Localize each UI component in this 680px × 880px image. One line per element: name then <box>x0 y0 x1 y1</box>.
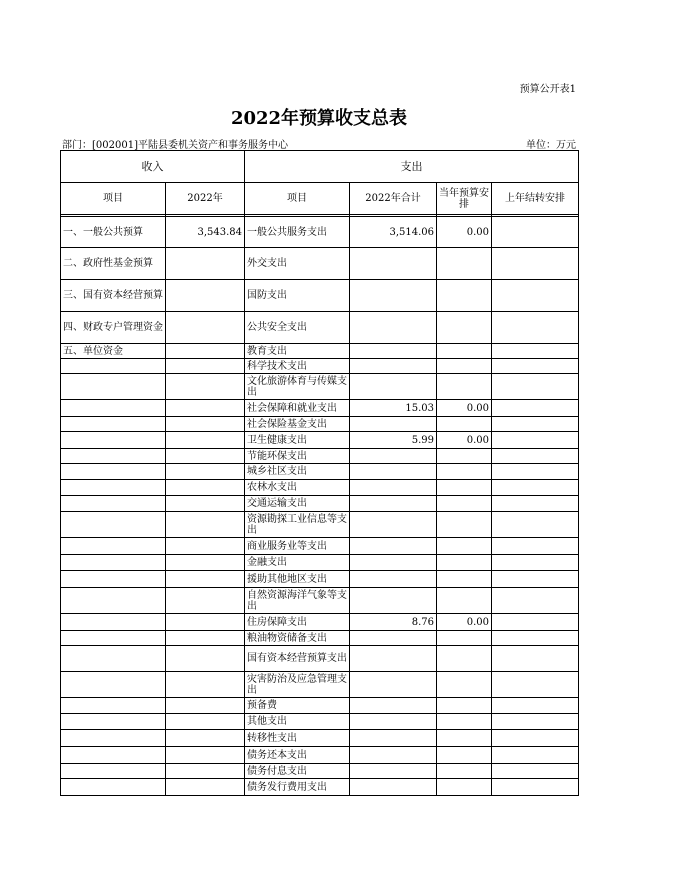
current-year-cell <box>437 449 492 464</box>
table-row <box>61 417 579 432</box>
income-amount-cell <box>166 417 245 432</box>
carryover-cell <box>492 344 579 359</box>
carryover-cell <box>492 779 579 796</box>
carryover-cell <box>492 672 579 698</box>
income-item-cell <box>61 417 166 432</box>
expense-item-cell: 资源勘探工业信息等支出 <box>245 512 350 538</box>
total-2022-cell <box>350 280 437 312</box>
income-item-cell: 二、政府性基金预算 <box>61 248 166 280</box>
table-row <box>61 588 579 614</box>
table-row <box>61 747 579 764</box>
total-2022-cell <box>350 374 437 400</box>
table-row <box>61 432 579 449</box>
carryover-cell <box>492 400 579 417</box>
income-amount-cell <box>166 614 245 631</box>
expense-item-cell: 社会保险基金支出 <box>245 417 350 432</box>
table-row <box>61 464 579 480</box>
table-row <box>61 631 579 646</box>
col-current-year: 当年预算安排 <box>437 183 492 215</box>
col-income-2022: 2022年 <box>166 183 245 215</box>
col-2022-total: 2022年合计 <box>350 183 437 215</box>
table-row <box>61 672 579 698</box>
total-2022-cell <box>350 714 437 730</box>
income-item-cell <box>61 747 166 764</box>
expense-item-cell: 其他支出 <box>245 714 350 730</box>
income-item-cell: 五、单位资金 <box>61 344 166 359</box>
carryover-cell <box>492 359 579 374</box>
income-item-cell <box>61 672 166 698</box>
expense-item-cell: 预备费 <box>245 698 350 714</box>
table-row <box>61 512 579 538</box>
income-item-cell: 四、财政专户管理资金 <box>61 312 166 344</box>
carryover-cell <box>492 248 579 280</box>
current-year-cell <box>437 512 492 538</box>
table-row <box>61 449 579 464</box>
income-header: 收入 <box>61 151 245 183</box>
income-item-cell <box>61 449 166 464</box>
unit-label: 单位：万元 <box>526 140 576 151</box>
income-amount-cell <box>166 631 245 646</box>
expense-item-cell: 自然资源海洋气象等支出 <box>245 588 350 614</box>
expense-item-cell: 科学技术支出 <box>245 359 350 374</box>
total-2022-cell <box>350 730 437 747</box>
total-2022-cell <box>350 764 437 779</box>
expense-item-cell: 教育支出 <box>245 344 350 359</box>
table-row <box>61 248 579 280</box>
table-row <box>61 571 579 588</box>
income-amount-cell <box>166 730 245 747</box>
current-year-cell: 0.00 <box>437 400 492 417</box>
current-year-cell <box>437 480 492 496</box>
income-item-cell <box>61 730 166 747</box>
current-year-cell <box>437 646 492 672</box>
expense-item-cell: 公共安全支出 <box>245 312 350 344</box>
income-amount-cell <box>166 747 245 764</box>
col-expense-item: 项目 <box>245 183 350 215</box>
income-item-cell: 三、国有资本经营预算 <box>61 280 166 312</box>
form-number: 预算公开表1 <box>519 84 576 95</box>
income-amount-cell <box>166 779 245 796</box>
income-amount-cell <box>166 464 245 480</box>
table-row <box>61 280 579 312</box>
total-2022-cell: 5.99 <box>350 432 437 449</box>
income-amount-cell <box>166 512 245 538</box>
expense-item-cell: 灾害防治及应急管理支出 <box>245 672 350 698</box>
table-row <box>61 312 579 344</box>
total-2022-cell <box>350 779 437 796</box>
current-year-cell <box>437 779 492 796</box>
table-row <box>61 730 579 747</box>
current-year-cell: 0.00 <box>437 217 492 248</box>
current-year-cell <box>437 344 492 359</box>
total-2022-cell <box>350 417 437 432</box>
income-amount-cell <box>166 449 245 464</box>
income-amount-cell <box>166 571 245 588</box>
income-amount-cell: 3,543.84 <box>166 217 245 248</box>
current-year-cell <box>437 631 492 646</box>
total-2022-cell <box>350 480 437 496</box>
current-year-cell <box>437 359 492 374</box>
total-2022-cell <box>350 571 437 588</box>
income-amount-cell <box>166 672 245 698</box>
col-carryover: 上年结转安排 <box>492 183 579 215</box>
carryover-cell <box>492 480 579 496</box>
income-item-cell <box>61 432 166 449</box>
current-year-cell <box>437 538 492 555</box>
carryover-cell <box>492 698 579 714</box>
carryover-cell <box>492 631 579 646</box>
carryover-cell <box>492 555 579 571</box>
current-year-cell <box>437 555 492 571</box>
income-amount-cell <box>166 698 245 714</box>
carryover-cell <box>492 217 579 248</box>
total-2022-cell <box>350 698 437 714</box>
current-year-cell <box>437 730 492 747</box>
income-item-cell <box>61 496 166 512</box>
table-row <box>61 698 579 714</box>
current-year-cell <box>437 280 492 312</box>
expense-item-cell: 交通运输支出 <box>245 496 350 512</box>
income-item-cell <box>61 400 166 417</box>
expense-item-cell: 农林水支出 <box>245 480 350 496</box>
total-2022-cell <box>350 672 437 698</box>
current-year-cell: 0.00 <box>437 614 492 631</box>
carryover-cell <box>492 417 579 432</box>
total-2022-cell <box>350 359 437 374</box>
income-item-cell <box>61 698 166 714</box>
income-item-cell: 一、一般公共预算 <box>61 217 166 248</box>
carryover-cell <box>492 730 579 747</box>
income-item-cell <box>61 512 166 538</box>
table-row <box>61 538 579 555</box>
table-row <box>61 646 579 672</box>
total-2022-cell: 15.03 <box>350 400 437 417</box>
expense-item-cell: 节能环保支出 <box>245 449 350 464</box>
carryover-cell <box>492 747 579 764</box>
total-2022-cell: 3,514.06 <box>350 217 437 248</box>
table-row <box>61 714 579 730</box>
table-row <box>61 764 579 779</box>
current-year-cell <box>437 698 492 714</box>
carryover-cell <box>492 432 579 449</box>
income-amount-cell <box>166 764 245 779</box>
current-year-cell <box>437 672 492 698</box>
income-item-cell <box>61 571 166 588</box>
income-item-cell <box>61 631 166 646</box>
table-row <box>61 779 579 796</box>
income-amount-cell <box>166 344 245 359</box>
table-row <box>61 217 579 248</box>
income-amount-cell <box>166 538 245 555</box>
carryover-cell <box>492 646 579 672</box>
income-item-cell <box>61 764 166 779</box>
table-row <box>61 614 579 631</box>
expense-item-cell: 金融支出 <box>245 555 350 571</box>
total-2022-cell <box>350 344 437 359</box>
total-2022-cell <box>350 248 437 280</box>
income-amount-cell <box>166 248 245 280</box>
table-row <box>61 344 579 359</box>
current-year-cell <box>437 714 492 730</box>
income-amount-cell <box>166 280 245 312</box>
carryover-cell <box>492 496 579 512</box>
col-income-item: 项目 <box>61 183 166 215</box>
income-item-cell <box>61 359 166 374</box>
carryover-cell <box>492 374 579 400</box>
column-header-row <box>61 183 579 215</box>
income-amount-cell <box>166 374 245 400</box>
current-year-cell <box>437 496 492 512</box>
total-2022-cell <box>350 555 437 571</box>
income-item-cell <box>61 614 166 631</box>
expense-header: 支出 <box>245 151 579 183</box>
income-amount-cell <box>166 432 245 449</box>
total-2022-cell <box>350 496 437 512</box>
expense-item-cell: 住房保障支出 <box>245 614 350 631</box>
income-item-cell <box>61 714 166 730</box>
expense-item-cell: 卫生健康支出 <box>245 432 350 449</box>
carryover-cell <box>492 571 579 588</box>
page-title: 2022年预算收支总表 <box>230 108 408 129</box>
current-year-cell <box>437 764 492 779</box>
expense-item-cell: 外交支出 <box>245 248 350 280</box>
expense-item-cell: 债务还本支出 <box>245 747 350 764</box>
expense-item-cell: 国防支出 <box>245 280 350 312</box>
expense-item-cell: 商业服务业等支出 <box>245 538 350 555</box>
current-year-cell <box>437 417 492 432</box>
income-amount-cell <box>166 555 245 571</box>
total-2022-cell <box>350 512 437 538</box>
current-year-cell <box>437 464 492 480</box>
expense-item-cell: 文化旅游体育与传媒支出 <box>245 374 350 400</box>
income-amount-cell <box>166 588 245 614</box>
income-amount-cell <box>166 359 245 374</box>
total-2022-cell <box>350 588 437 614</box>
income-amount-cell <box>166 480 245 496</box>
carryover-cell <box>492 538 579 555</box>
current-year-cell <box>437 374 492 400</box>
carryover-cell <box>492 614 579 631</box>
expense-item-cell: 粮油物资储备支出 <box>245 631 350 646</box>
expense-item-cell: 债务发行费用支出 <box>245 779 350 796</box>
income-amount-cell <box>166 496 245 512</box>
current-year-cell <box>437 588 492 614</box>
table-row <box>61 359 579 374</box>
current-year-cell <box>437 747 492 764</box>
department-label: 部门：[002001]平陆县委机关资产和事务服务中心 <box>62 140 288 151</box>
carryover-cell <box>492 714 579 730</box>
income-amount-cell <box>166 312 245 344</box>
current-year-cell <box>437 248 492 280</box>
current-year-cell <box>437 571 492 588</box>
total-2022-cell <box>350 449 437 464</box>
carryover-cell <box>492 512 579 538</box>
total-2022-cell <box>350 646 437 672</box>
total-2022-cell <box>350 631 437 646</box>
total-2022-cell <box>350 747 437 764</box>
income-item-cell <box>61 555 166 571</box>
expense-item-cell: 社会保障和就业支出 <box>245 400 350 417</box>
income-item-cell <box>61 480 166 496</box>
table-row <box>61 480 579 496</box>
income-item-cell <box>61 779 166 796</box>
income-item-cell <box>61 588 166 614</box>
income-item-cell <box>61 538 166 555</box>
budget-summary-table <box>60 150 579 796</box>
total-2022-cell: 8.76 <box>350 614 437 631</box>
carryover-cell <box>492 449 579 464</box>
income-item-cell <box>61 464 166 480</box>
total-2022-cell <box>350 538 437 555</box>
income-amount-cell <box>166 646 245 672</box>
table-header-row <box>61 151 579 183</box>
income-amount-cell <box>166 400 245 417</box>
current-year-cell <box>437 312 492 344</box>
expense-item-cell: 债务付息支出 <box>245 764 350 779</box>
income-amount-cell <box>166 714 245 730</box>
income-item-cell <box>61 374 166 400</box>
carryover-cell <box>492 588 579 614</box>
carryover-cell <box>492 312 579 344</box>
carryover-cell <box>492 764 579 779</box>
table-row <box>61 400 579 417</box>
expense-item-cell: 一般公共服务支出 <box>245 217 350 248</box>
table-row <box>61 555 579 571</box>
total-2022-cell <box>350 312 437 344</box>
table-row <box>61 374 579 400</box>
carryover-cell <box>492 280 579 312</box>
carryover-cell <box>492 464 579 480</box>
current-year-cell: 0.00 <box>437 432 492 449</box>
expense-item-cell: 国有资本经营预算支出 <box>245 646 350 672</box>
expense-item-cell: 转移性支出 <box>245 730 350 747</box>
table-row <box>61 496 579 512</box>
income-item-cell <box>61 646 166 672</box>
total-2022-cell <box>350 464 437 480</box>
expense-item-cell: 援助其他地区支出 <box>245 571 350 588</box>
expense-item-cell: 城乡社区支出 <box>245 464 350 480</box>
